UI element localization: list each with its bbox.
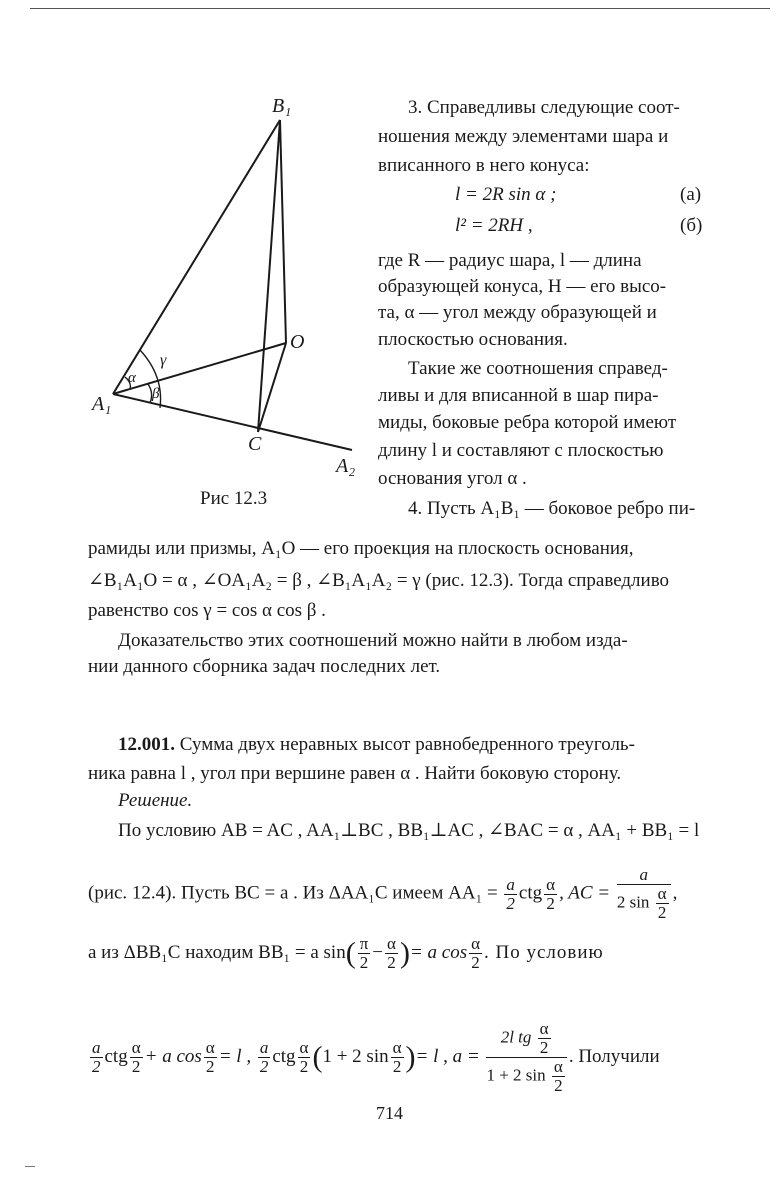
formula-b-tag: (б) [680, 215, 703, 236]
sec3-line-2: ношения между элементами шара и [378, 126, 669, 147]
label-alpha: α [128, 370, 136, 386]
problem-bb1-line: а из ΔBB₁C находим BB₁ = a sin( $\frac{\pi}{2}$ − $\frac{\alpha}{2}$ )= a cos $\frac{\alpha}{2}$ . По условию [88, 934, 604, 972]
proof-note-1: Доказательство этих соотношений можно найти в любом изда- [118, 630, 628, 651]
sec3-where-4: плоскостью основания. [378, 329, 568, 350]
proof-note-2: нии данного сборника задач последних лет. [88, 656, 441, 677]
final-frac-a-2: $\frac{a}{2}$ [92, 1038, 101, 1076]
label-b1: B₁ [272, 95, 292, 117]
page-number: 714 [376, 1103, 403, 1123]
ctg-text: ctg [518, 882, 543, 904]
sec3-same-3: миды, боковые ребра которой имеют [378, 412, 677, 433]
sec3-same-5: основания угол α . [378, 468, 527, 489]
problem-number: 12.001. [118, 734, 175, 755]
sec4-line-1: 4. Пусть A₁B₁ — боковое ребро пи- [408, 498, 696, 519]
sec3-where-2: образующей конуса, H — его высо- [378, 276, 667, 297]
obtained-text: . Получили [568, 1045, 660, 1067]
page-bottom-mark [25, 1166, 35, 1167]
frac-a-over-2sin: a 2 sin $\frac{\alpha}{2}$ [617, 866, 671, 922]
sec3-same-1: Такие же соотношения справед- [408, 358, 668, 379]
frac-alpha-over-2: $\frac{\alpha}{2}$ [546, 874, 556, 913]
problem-fig-line: (рис. 12.4). Пусть BC = a . Из ΔAA₁C имеем AA₁ = $\frac{a}{2}$ ctg $\frac{\alpha}{2}$ , AC = a 2 sin $\frac{\alpha}{2}$ , [88, 865, 678, 922]
frac-alpha-over-2-b: $\frac{\alpha}{2}$ [387, 934, 396, 972]
bb1-text: а из ΔBB₁C находим BB₁ = a sin [88, 941, 346, 963]
frac-a-over-2: $\frac{a}{2}$ [506, 874, 515, 913]
edge-o-c [258, 343, 286, 432]
label-a1: A₁ [92, 393, 112, 415]
edge-b1-o [280, 120, 286, 343]
sec4-line-3: ∠B₁A₁O = α , ∠OA₁A₂ = β , ∠B₁A₁A₂ = γ (рис. 12.3). Тогда справедливо [88, 570, 670, 591]
problem-line-1 [88, 732, 710, 757]
sec3-line-1: 3. Справедливы следующие соот- [408, 97, 680, 118]
problem-line-2: ника равна l , угол при вершине равен α . Найти боковую сторону. [88, 763, 622, 784]
sec3-line-3: вписанного в него конуса: [378, 155, 590, 176]
page-top-rule [30, 8, 770, 9]
formula-a-tag: (а) [680, 184, 702, 205]
label-beta: β [152, 386, 160, 402]
formula-b: l² = 2RH , [455, 215, 533, 236]
ac-eq: , AC = [559, 882, 611, 904]
figure-12-3 [70, 90, 370, 485]
label-gamma: γ [160, 352, 167, 369]
frac-pi-over-2: $\frac{\pi}{2}$ [359, 934, 369, 972]
problem-line-1-text: Сумма двух неравных высот равнобедренного треуголь- [179, 734, 635, 755]
by-condition: . По условию [484, 941, 604, 963]
sec3-same-4: длину l и составляют с плоскостью [378, 440, 664, 461]
final-a-fraction: 2l tg $\frac{\alpha}{2}$ 1 + 2 sin $\frac{\alpha}{2}$ [486, 1020, 566, 1095]
solution-label: Решение. [118, 790, 193, 811]
sec3-where-3: та, α — угол между образующей и [378, 302, 657, 323]
formula-a: l = 2R sin α ; [455, 184, 557, 205]
edge-b1-c [258, 120, 280, 432]
edge-a1-a2 [113, 394, 352, 450]
sec4-line-4: равенство cos γ = cos α cos β . [88, 600, 326, 621]
sec3-where-1: где R — радиус шара, l — длина [378, 250, 642, 271]
label-a2: A₂ [336, 455, 356, 477]
frac-alpha-over-2-c: $\frac{\alpha}{2}$ [471, 934, 481, 972]
sec3-same-2: ливы и для вписанной в шар пира- [378, 385, 659, 406]
label-o: O [290, 331, 305, 353]
figure-caption: Рис 12.3 [200, 488, 268, 509]
sec4-line-2: рамиды или призмы, A₁O — его проекция на плоскость основания, [88, 538, 634, 559]
label-c: C [248, 433, 262, 455]
bb1-rest: = a cos [409, 941, 468, 963]
problem-condition: По условию AB = AC , AA₁⊥BC , BB₁⊥AC , ∠BAC = α , AA₁ + BB₁ = l [118, 820, 700, 841]
problem-final-line: $\frac{a}{2}$ ctg $\frac{\alpha}{2}$ + a cos $\frac{\alpha}{2}$ = l , $\frac{a}{2}$ ctg $\frac{\alpha}{2}$ (1 + 2 sin $\frac{\alpha}{2}$ )= l , a = 2l tg $\frac{\alpha}{2}$ 1 + 2 sin $\frac{\alpha}{2}$ . Получили [92, 1019, 660, 1095]
problem-fig-text: (рис. 12.4). Пусть BC = a . Из ΔAA₁C имеем AA₁ = [88, 882, 498, 904]
